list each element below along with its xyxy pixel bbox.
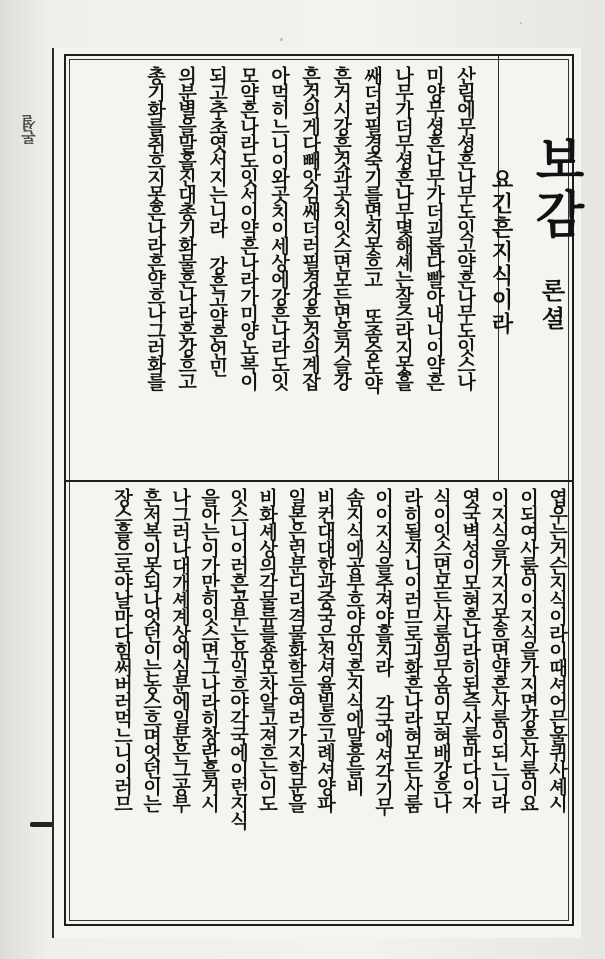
text-column: 이이지식을추져야흘지라 각국에셔각기무 (372, 488, 394, 814)
text-column: 흔저복이못되나엇던이는농스흐며엇던이는 (140, 488, 162, 811)
text-column: 식이잇스면모든사룸의무옴이모혀배강흐나 (430, 488, 452, 811)
page-frame (64, 54, 585, 926)
text-column: 비컨대대한과중국은전셔율빌흐고례셔양파 (314, 488, 336, 811)
section-divider (66, 480, 572, 482)
text-column: 흔거시강흔것과곳치잇스면모든면을거슬강 (330, 66, 352, 389)
text-column: 장스흘으로야날마다힘써버러먹느니이러므 (111, 488, 133, 811)
text-column: 을아는이가만히잇스면그나라히창란흘거시 (198, 488, 220, 811)
text-column: 총기화를취흐지못흔나라흔약흐나그러화를 (144, 66, 166, 389)
text-column: 되고추초엿서지는니라 강흔고약흔언민 (206, 66, 228, 375)
text-column: 잇스니이러흔공부는유익흐야각국에이런지식 (227, 488, 249, 828)
section-heading: 론셜 (537, 278, 565, 334)
article-subtitle: 요긴흔지식이라 (488, 168, 514, 336)
dust-speck (520, 22, 522, 24)
text-column: 비화셰상의각물류를숑모차알고져흐는이도 (256, 488, 278, 811)
text-column: 나그러나대개셰계상에심분에일분은그공부 (169, 488, 191, 811)
dust-speck (280, 38, 283, 41)
masthead-title: 보감 (527, 134, 585, 242)
page-edge-label: 론셜 (20, 115, 38, 145)
text-column: 모약흔나라도잇서이약흔나라가미양노복이 (237, 66, 259, 389)
text-column: 엽우는거슨지식이라이때셔어믄울퀴사셰시 (546, 488, 568, 811)
text-column: 미양무셩흔나무가더괴롭다빨아내니이약흔 (423, 66, 445, 389)
text-column: 엿국벽성이모혀흔나라히된즉사룸마다이자 (459, 488, 481, 811)
text-column: 나무가더무셩흔나무몇해셰는잘즈라지못흘 (392, 66, 414, 389)
text-column: 솜지식에공부흐야유익흔지식에말흥늘비 (343, 488, 365, 794)
text-column: 의분별을말홀진대총기화물흔나라흔강흐고 (175, 66, 197, 389)
text-column: 쌔더러필경죽기를면치못흐고 또좀숭도약 (361, 66, 383, 392)
text-column: 흔것의게다빼앗김쌔더러필경강흔것의계잡 (299, 66, 321, 389)
text-column: 아먹히느니이와곳치이세상에강흔나라도잇 (268, 66, 290, 389)
text-column: 이지식을가지지못흐면약흔사룸이되느니라 (488, 488, 510, 811)
text-column: 이되여사룸이이지식을가지면강흔사룸이요 (517, 488, 539, 811)
text-column: 산림에무셩흔나무도잇고약흔나무도잇스나 (454, 66, 476, 389)
text-column: 라히될지니이러므로긔화흔나라혀모든사룸 (401, 488, 423, 811)
text-column: 일본은런분디리격물화학등여러가지학문을 (285, 488, 307, 811)
newspaper-page (52, 48, 585, 938)
